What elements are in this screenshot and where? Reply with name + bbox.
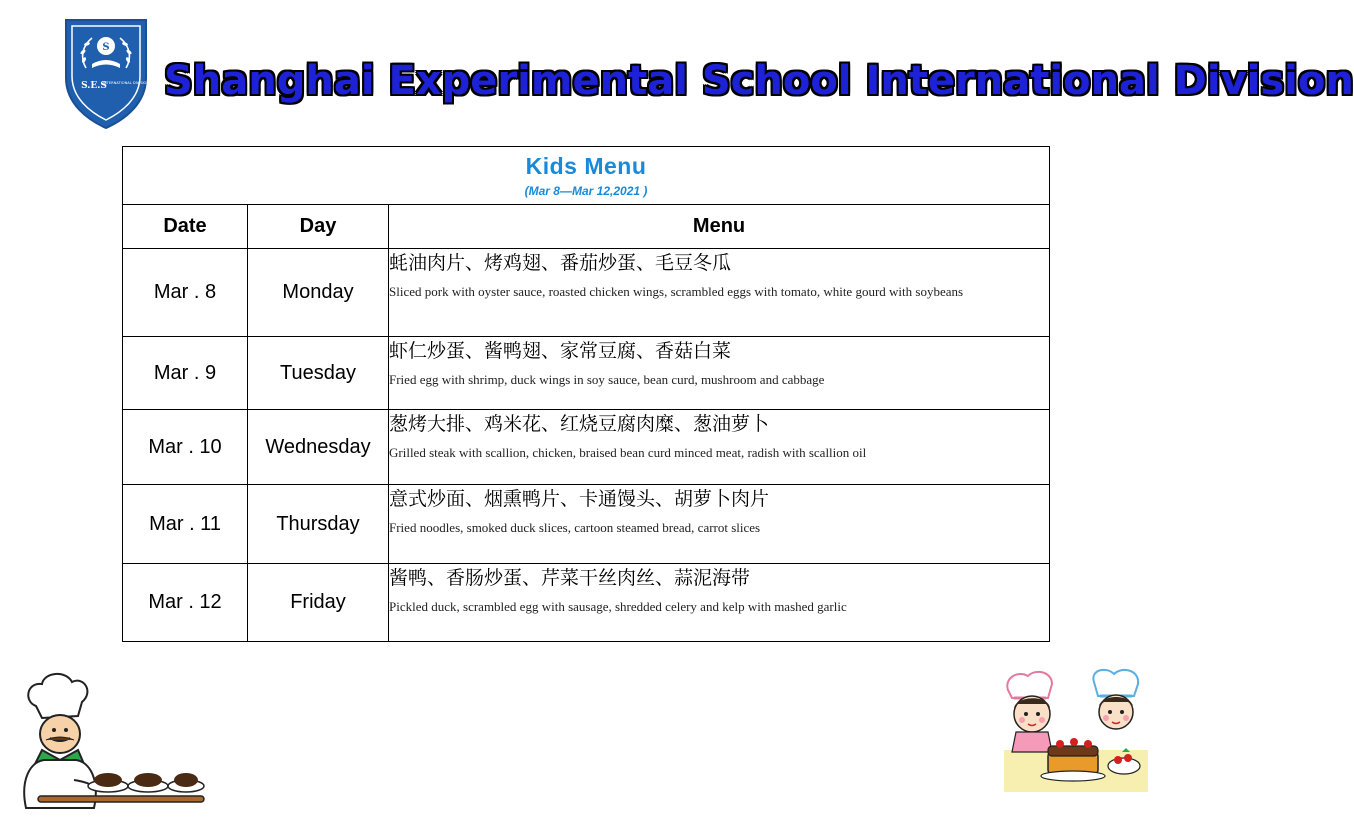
dishes-chinese: 蚝油肉片、烤鸡翅、番茄炒蛋、毛豆冬瓜 (389, 252, 732, 274)
row-day: Friday (248, 564, 389, 642)
row-day: Thursday (248, 485, 389, 564)
logo-subtext: INTERNATIONAL DIVISION (102, 81, 150, 85)
table-row (123, 337, 1050, 410)
row-day: Tuesday (248, 337, 389, 410)
dishes-english: Fried egg with shrimp, duck wings in soy sauce, bean curd, mushroom and cabbage (389, 372, 825, 387)
menu-date-range: (Mar 8—Mar 12,2021 ) (524, 184, 648, 198)
dishes-english: Sliced pork with oyster sauce, roasted chicken wings, scrambled eggs with tomato, white gourd with soybeans (389, 284, 964, 299)
row-day: Monday (248, 249, 389, 337)
dishes-chinese: 葱烤大排、鸡米花、红烧豆腐肉糜、葱油萝卜 (389, 413, 770, 435)
row-menu (389, 485, 1050, 564)
page-header (0, 0, 1354, 140)
row-day: Wednesday (248, 410, 389, 485)
row-menu (389, 249, 1050, 337)
row-menu (389, 564, 1050, 642)
table-row (123, 485, 1050, 564)
table-row (123, 249, 1050, 337)
kids-baking-illustration-icon (1002, 668, 1152, 793)
school-logo-shield-icon (62, 16, 150, 130)
row-date: Mar . 8 (123, 249, 248, 337)
school-title: Shanghai Experimental School International Division (164, 58, 1354, 104)
row-menu (389, 410, 1050, 485)
dishes-chinese: 虾仁炒蛋、酱鸭翅、家常豆腐、香菇白菜 (389, 340, 732, 362)
logo-text: S.E.S (81, 81, 107, 91)
row-date: Mar . 10 (123, 410, 248, 485)
menu-title-row (123, 147, 1050, 205)
row-date: Mar . 12 (123, 564, 248, 642)
dishes-english: Pickled duck, scrambled egg with sausage, shredded celery and kelp with mashed garlic (389, 599, 847, 614)
svg-text:S: S (102, 42, 110, 53)
dishes-chinese: 酱鸭、香肠炒蛋、芹菜干丝肉丝、蒜泥海带 (389, 567, 751, 589)
row-date: Mar . 11 (123, 485, 248, 564)
dishes-chinese: 意式炒面、烟熏鸭片、卡通馒头、胡萝卜肉片 (389, 488, 770, 510)
table-header-row (123, 205, 1050, 249)
chef-illustration-icon (14, 668, 209, 818)
column-header-menu: Menu (389, 205, 1050, 249)
menu-table (122, 146, 1050, 642)
column-header-day: Day (248, 205, 389, 249)
dishes-english: Fried noodles, smoked duck slices, cartoon steamed bread, carrot slices (389, 520, 761, 535)
table-row (123, 564, 1050, 642)
dishes-english: Grilled steak with scallion, chicken, braised bean curd minced meat, radish with scallion oil (389, 445, 867, 460)
menu-title-cell (123, 147, 1050, 205)
table-row (123, 410, 1050, 485)
row-date: Mar . 9 (123, 337, 248, 410)
row-menu (389, 337, 1050, 410)
column-header-date: Date (123, 205, 248, 249)
menu-title: Kids Menu (525, 153, 647, 179)
